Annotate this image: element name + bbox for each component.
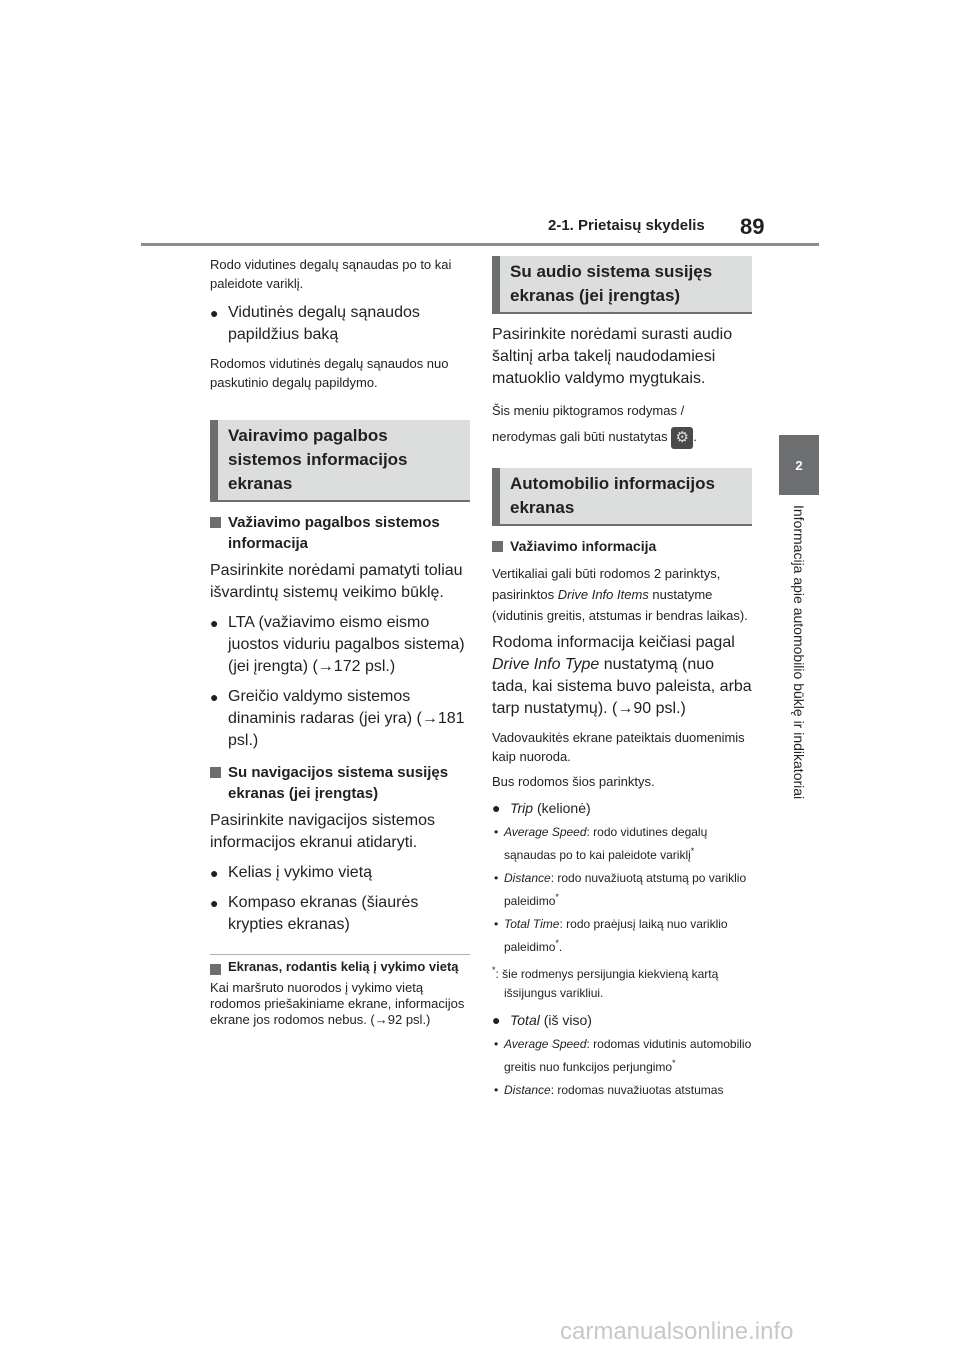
chapter-tab: 2 [779,435,819,495]
section-box: Su audio sistema susijęs ekranas (jei įrengtas) [492,256,752,314]
footer-watermark: carmanualsonline.info [560,1318,794,1345]
paragraph: Pasirinkite navigacijos sistemos informacijos ekranui atidaryti. [210,812,435,851]
paragraph: Rodo vidutines degalų sąnaudas po to kai paleidote variklį. [210,257,452,291]
sub-heading: Važiavimo pagalbos sistemos informacija [210,512,470,554]
bullet-item: ● Greičio valdymo sistemos dinaminis radaras (jei yra) (→181 psl.) [210,686,470,752]
gear-icon: ⚙ [671,427,693,449]
section-box: Vairavimo pagalbos sistemos informacijos ekranas [210,420,470,502]
note-paragraph: Kai maršruto nuorodos į vykimo vietą rodomos priešakiniame ekrane, informacijos ekrane jos rodomos nebus. (→92 psl.) [210,980,465,1027]
bullet-item: ● LTA (važiavimo eismo eismo juostos viduriu pagalbos sistema) (jei įrengta) (→172 psl.) [210,612,470,678]
bullet-item: ● Trip (kelionė) [492,797,752,819]
paragraph: Vadovaukitės ekrane pateiktais duomenimis kaip nuoroda. [492,730,745,764]
note-heading: Ekranas, rodantis kelią į vykimo vietą [210,959,470,974]
chapter-label: Informacija apie automobilio būklę ir indikatoriai [791,505,807,800]
right-column [492,256,752,1100]
sub-heading: Važiavimo informacija [492,536,752,557]
paragraph: Rodoma informacija keičiasi pagal Drive Info Type nustatymą (nuo tada, kai sistema buvo paleista, arba tarp nustatymų). (→90 psl.) [492,634,752,717]
paragraph: Vertikaliai gali būti rodomos 2 parinktys, pasirinktos Drive Info Items nustatyme (vidutinis greitis, atstumas ir bendras laikas). [492,566,748,623]
list-item: • Distance: rodo nuvažiuotą atstumą po variklio paleidimo* [492,869,752,911]
bullet-item: ● Kelias į vykimo vietą [210,862,470,884]
list-item: • Average Speed: rodo vidutines degalų sąnaudas po to kai paleidote variklį* [492,823,752,865]
note-rule [210,954,470,955]
footnote: *: šie rodmenys persijungia kiekvieną kartą išsijungus varikliui. [492,965,719,1000]
paragraph: Pasirinkite norėdami surasti audio šaltinį arba takelį naudodamiesi matuoklio valdymo mygtukais. [492,326,733,387]
paragraph: Rodomos vidutinės degalų sąnaudos nuo paskutinio degalų papildymo. [210,356,449,390]
bullet-item: ● Kompaso ekranas (šiaurės krypties ekranas) [210,892,470,936]
header-rule [141,243,819,246]
sub-heading: Su navigacijos sistema susijęs ekranas (jei įrengtas) [210,762,470,804]
paragraph: Pasirinkite norėdami pamatyti toliau išvardintų sistemų veikimo būklę. [210,562,463,601]
page-number: 89 [740,214,765,239]
left-column [210,255,470,1028]
list-item: • Distance: rodomas nuvažiuotas atstumas [492,1081,752,1100]
paragraph: Bus rodomos šios parinktys. [492,774,655,789]
list-item: • Average Speed: rodomas vidutinis automobilio greitis nuo funkcijos perjungimo* [492,1035,752,1077]
paragraph: Šis meniu piktogramos rodymas / nerodymas gali būti nustatytas ⚙ . [492,398,752,450]
section-box: Automobilio informacijos ekranas [492,468,752,526]
section-title: 2-1. Prietaisų skydelis [548,217,705,234]
bullet-item: ● Vidutinės degalų sąnaudos papildžius baką [210,302,470,346]
list-item: • Total Time: rodo praėjusį laiką nuo variklio paleidimo*. [492,915,752,957]
bullet-item: ● Total (iš viso) [492,1009,752,1031]
